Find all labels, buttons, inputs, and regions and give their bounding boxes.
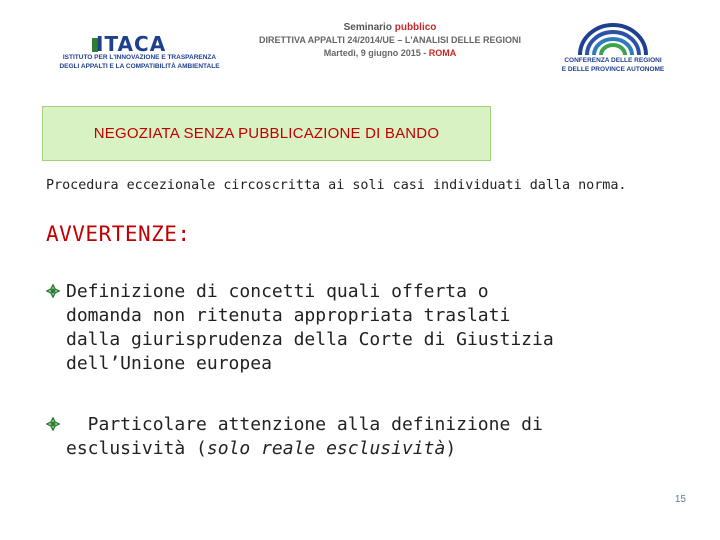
seminar-heading — [245, 22, 535, 60]
bullet-line — [46, 280, 686, 304]
page-number: 15 — [674, 494, 686, 505]
arcs-logo-icon — [576, 22, 650, 56]
bullet1-line3: dalla giurisprudenza della Corte di Giustizia — [66, 329, 554, 350]
bullet2-line2-italic: solo reale esclusività — [206, 438, 446, 459]
seminar-title-emphasis: pubblico — [394, 22, 437, 33]
slide-header — [0, 0, 720, 90]
seminar-title — [245, 22, 535, 34]
seminar-city: ROMA — [428, 48, 457, 58]
bullet2-line1: Particolare attenzione alla definizione di — [66, 414, 543, 435]
bullet1-line2: domanda non ritenuta appropriata traslati — [66, 305, 511, 326]
seminar-subtitle: DIRETTIVA APPALTI 24/2014/UE – L'ANALISI DELLE REGIONI — [258, 35, 521, 45]
title-box — [42, 106, 491, 161]
conference-logo — [558, 22, 668, 74]
conference-name-2: E DELLE PROVINCE AUTONOME — [561, 66, 665, 73]
procedure-text: Procedura eccezionale circoscritta ai soli casi individuati dalla norma. — [46, 178, 627, 193]
seminar-title-prefix: Seminario — [343, 22, 392, 33]
bullet-line — [46, 413, 686, 437]
bullet2-line2-prefix: esclusività ( — [66, 438, 207, 459]
bullet-item-exclusivity — [46, 413, 686, 461]
bullet2-line2 — [46, 437, 686, 461]
itaca-logo — [52, 30, 227, 75]
seminar-date-text: Martedì, 9 giugno 2015 - — [323, 48, 427, 58]
bullet2-line2-suffix: ) — [445, 438, 457, 459]
conference-name-1: CONFERENZA DELLE REGIONI — [564, 57, 662, 64]
seminar-date — [245, 47, 535, 60]
itaca-tagline-2: DEGLI APPALTI E LA COMPATIBILITÀ AMBIENTALE — [59, 63, 220, 70]
warnings-heading: AVVERTENZE: — [46, 222, 191, 246]
itaca-wordmark: ITACA — [96, 32, 167, 56]
bullet1-line4: dell’Unione europea — [66, 353, 272, 374]
bullet1-line1: Definizione di concetti quali offerta o — [66, 281, 489, 302]
diamond-bullet-icon — [46, 284, 60, 298]
itaca-tagline-1: ISTITUTO PER L'INNOVAZIONE E TRASPARENZA — [62, 54, 217, 61]
bullet-item-definition — [46, 280, 686, 376]
diamond-bullet-icon — [46, 417, 60, 431]
box-title: NEGOZIATA SENZA PUBBLICAZIONE DI BANDO — [93, 125, 440, 142]
